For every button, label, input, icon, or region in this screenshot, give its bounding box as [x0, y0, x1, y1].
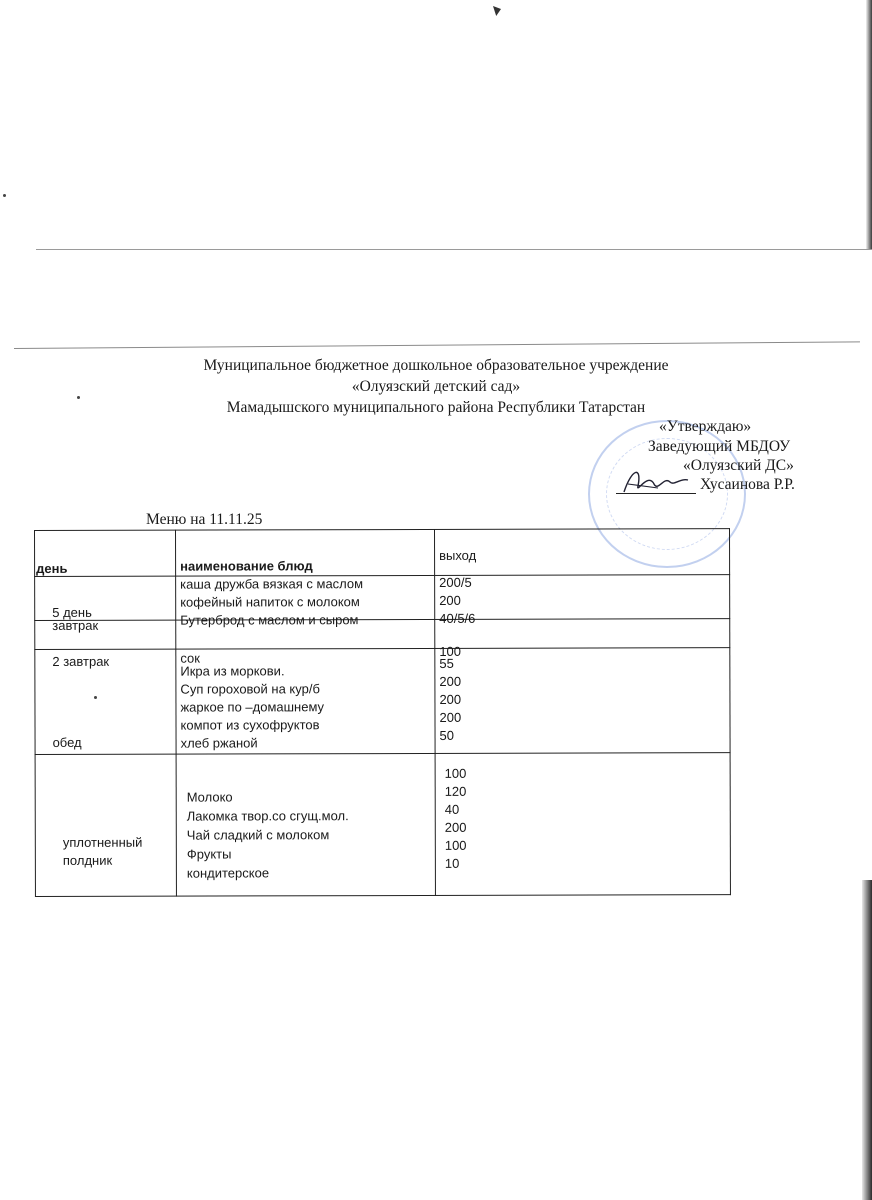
dish-item: Фрукты	[186, 846, 232, 862]
table-cell-day: полдник	[62, 852, 113, 868]
scan-dot	[3, 194, 6, 197]
dish-item: жаркое по –домашнему	[180, 699, 325, 715]
dish-item: каша дружба вязкая с маслом	[180, 576, 364, 592]
menu-table	[34, 528, 731, 897]
table-row-divider	[34, 574, 730, 577]
dish-item: хлеб ржаной	[180, 735, 258, 751]
table-border	[34, 530, 36, 897]
approver-organization: «Олуязский ДС»	[683, 457, 794, 474]
approver-name: Хусаинова Р.Р.	[700, 476, 795, 493]
yield-item: 100	[444, 765, 467, 781]
table-border	[35, 894, 731, 897]
scan-edge-shadow	[866, 0, 872, 250]
yield-item: 200	[439, 709, 462, 725]
dish-item: Молоко	[186, 789, 233, 805]
table-cell-yields	[445, 765, 467, 873]
table-cell-dishes	[180, 662, 324, 752]
dish-item: Бутерброд с маслом и сыром	[180, 612, 359, 628]
table-cell-dishes: сок	[180, 650, 200, 666]
yield-item: 55	[439, 655, 454, 671]
district-name: Мамадышского муниципального района Республики Татарстан	[226, 399, 646, 416]
approver-position: Заведующий МБДОУ	[648, 438, 791, 455]
table-column-divider	[434, 529, 436, 896]
table-cell-day: завтрак	[52, 617, 99, 633]
table-cell-day: уплотненный	[62, 834, 143, 850]
signature-line	[616, 493, 696, 494]
yield-item: 10	[444, 855, 460, 871]
table-row-divider	[35, 752, 731, 755]
yield-item: 200/5	[439, 574, 472, 590]
table-cell-yields: 100	[439, 643, 462, 659]
scan-mark	[493, 6, 501, 16]
table-border	[729, 528, 731, 895]
yield-item: 50	[439, 727, 455, 743]
yield-item: 40/5/6	[439, 610, 476, 626]
scan-page-edge-line	[36, 249, 872, 250]
table-cell-yields	[439, 655, 461, 745]
table-border	[34, 528, 730, 531]
dish-item: Чай сладкий с молоком	[186, 827, 330, 843]
table-cell-dishes	[180, 575, 363, 629]
dish-item: Суп гороховой на кур/б	[180, 681, 320, 697]
yield-item: 200	[439, 673, 462, 689]
dish-item: кофейный напиток с молоком	[180, 594, 360, 610]
table-column-divider	[175, 530, 177, 897]
dish-item: компот из сухофруктов	[180, 717, 320, 733]
dish-item: кондитерское	[186, 865, 270, 881]
institution-name: Муниципальное бюджетное дошкольное образовательное учреждение	[203, 357, 669, 374]
scan-page-edge-line	[14, 341, 860, 349]
yield-item: 100	[444, 837, 467, 853]
scan-edge-shadow-lower	[862, 880, 872, 1200]
approve-label: «Утверждаю»	[659, 418, 752, 435]
table-cell-dishes	[187, 788, 349, 883]
table-cell-yields	[439, 574, 475, 628]
yield-item: 200	[439, 592, 461, 608]
yield-item: 200	[439, 691, 462, 707]
table-cell-day: 5 день	[52, 604, 92, 620]
column-header-day: день	[36, 560, 68, 576]
column-header-yield: выход	[439, 547, 477, 563]
table-cell-day: обед	[52, 734, 82, 750]
dish-item: Лакомка твор.со сгущ.мол.	[186, 808, 349, 824]
column-header-dish: наименование блюд	[180, 558, 313, 574]
yield-item: 200	[444, 819, 467, 835]
table-row-divider	[34, 618, 730, 621]
kindergarten-name: «Олуязский детский сад»	[351, 378, 521, 395]
table-cell-day: 2 завтрак	[52, 653, 110, 669]
table-row-divider	[34, 647, 730, 650]
yield-item: 120	[444, 783, 467, 799]
menu-title: Меню на 11.11.25	[146, 511, 263, 528]
dish-item: Икра из моркови.	[180, 663, 285, 679]
yield-item: 40	[444, 801, 460, 817]
